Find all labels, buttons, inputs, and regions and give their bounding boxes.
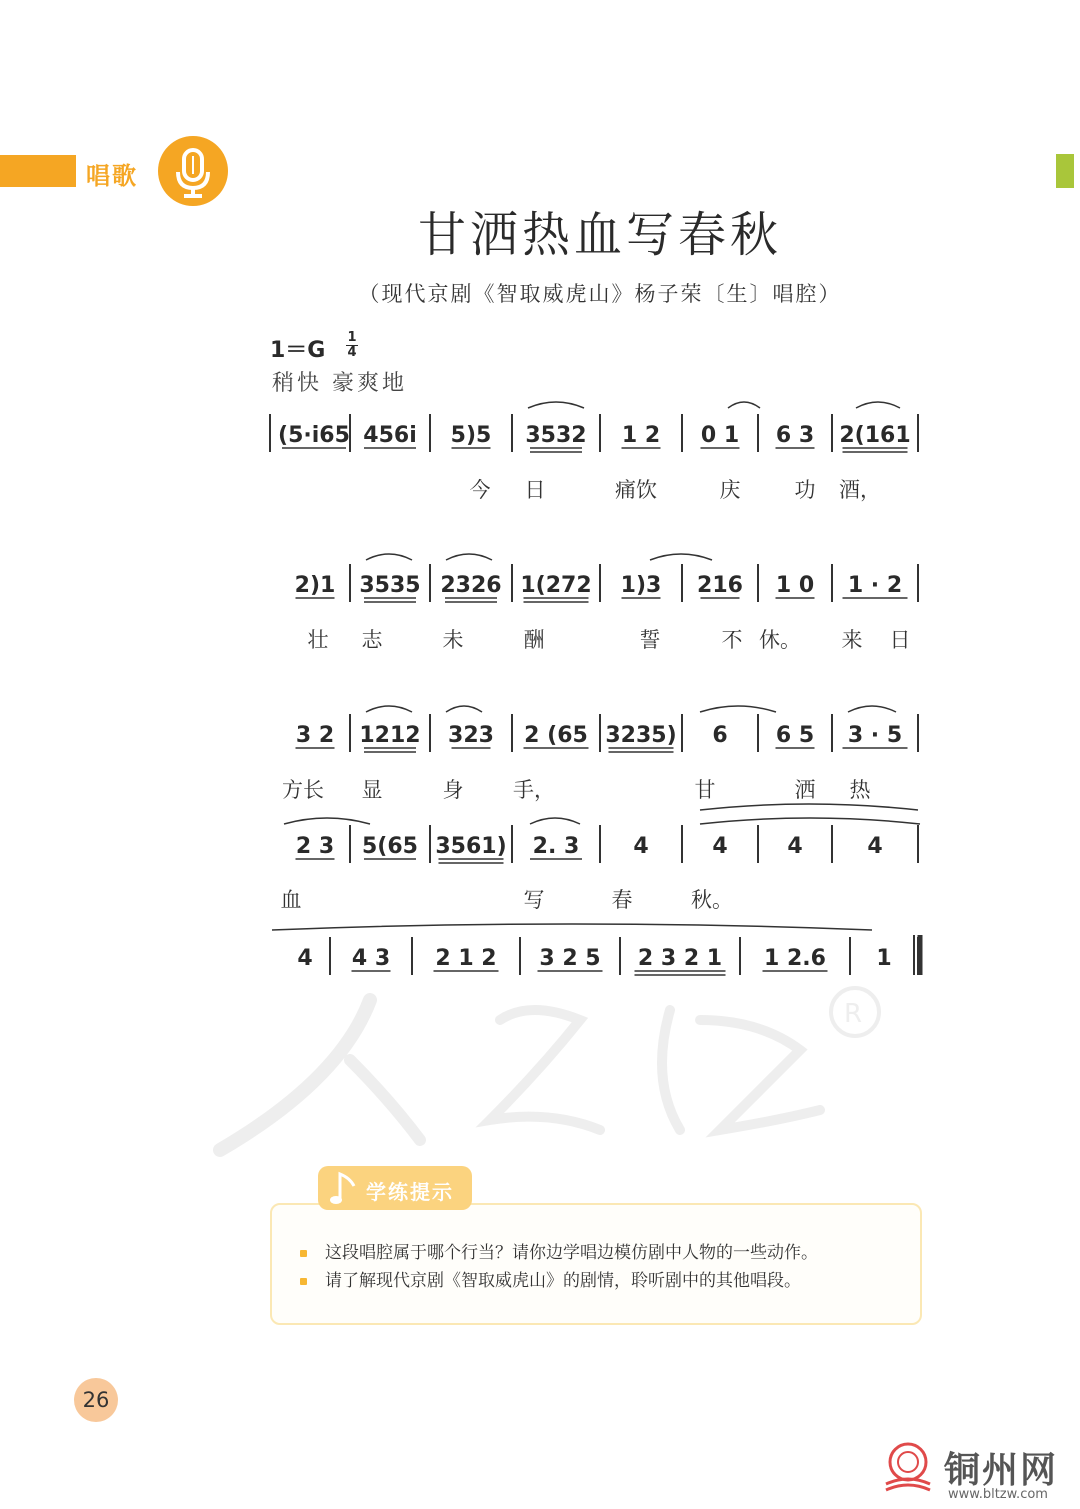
slur-curve xyxy=(530,818,580,824)
measure-notes: 2 3 2 1 xyxy=(637,946,723,971)
lyric-syllable: 未 xyxy=(442,628,464,652)
lyric-syllable: 甘 xyxy=(694,778,716,802)
measure-notes: 0 1 xyxy=(700,423,740,448)
measure-notes: 6 xyxy=(712,723,728,748)
lyric-syllable: 不 xyxy=(721,628,743,652)
site-logo-icon xyxy=(880,1440,936,1496)
slur-curve xyxy=(650,554,712,560)
song-subtitle: （现代京剧《智取威虎山》杨子荣〔生〕唱腔） xyxy=(358,282,842,306)
measure-notes: 5)5 xyxy=(450,423,492,448)
lyric-syllable: 日 xyxy=(524,478,546,502)
site-name: 铜州网 xyxy=(944,1449,1059,1491)
slur-curve xyxy=(366,706,412,712)
lyric-syllable: 洒 xyxy=(794,778,816,802)
section-label: 唱歌 xyxy=(86,162,138,190)
bullet-icon xyxy=(300,1278,307,1285)
tempo-marking: 稍快 豪爽地 xyxy=(272,371,407,396)
lyric-syllable: 壮 xyxy=(307,628,329,652)
measure-notes: 6 5 xyxy=(775,723,815,748)
slur-curve xyxy=(446,706,482,712)
measure-notes: 2. 3 xyxy=(532,834,580,859)
measure-notes: 6 3 xyxy=(775,423,815,448)
measure-notes: 1 0 xyxy=(775,573,815,598)
measure-notes: 1)3 xyxy=(620,573,662,598)
lyric-syllable: 来 xyxy=(841,628,863,652)
slur-curve xyxy=(848,706,896,712)
slur-curve xyxy=(366,554,412,560)
measure-notes: 1212 xyxy=(359,723,421,748)
measure-notes: 3 · 5 xyxy=(847,723,903,748)
site-url: www.bltzw.com xyxy=(948,1487,1048,1502)
measure-notes: 1 · 2 xyxy=(847,573,903,598)
tip-item-1: 这段唱腔属于哪个行当？请你边学唱边模仿剧中人物的一些动作。 xyxy=(300,1238,818,1263)
measure-notes: 4 xyxy=(787,834,803,859)
measure-notes: 4 xyxy=(633,834,649,859)
measure-notes: 2 1 2 xyxy=(435,946,497,971)
lyric-syllable: 方长 xyxy=(282,778,324,802)
lyric-syllable: 今 xyxy=(469,478,491,502)
tips-tag-label: 学练提示 xyxy=(366,1180,454,1204)
measure-notes: 3235) xyxy=(605,723,677,748)
bullet-icon xyxy=(300,1250,307,1257)
slur-curve xyxy=(728,402,760,408)
slur-curve xyxy=(700,706,776,712)
measure-notes: 4 3 xyxy=(351,946,391,971)
measure-notes: (5·i65 xyxy=(278,423,350,448)
slur-curve xyxy=(700,818,920,824)
tips-box xyxy=(270,1203,922,1325)
lyric-syllable: 日 xyxy=(889,628,911,652)
time-sig-bottom: 4 xyxy=(347,345,357,360)
time-sig-top: 1 xyxy=(347,330,357,345)
lyric-syllable: 庆 xyxy=(719,478,741,502)
measure-notes: 1 xyxy=(876,946,892,971)
measure-notes: 3 2 5 xyxy=(539,946,601,971)
measure-notes: 216 xyxy=(697,573,743,598)
lyric-syllable: 志 xyxy=(361,628,383,652)
slur-curve xyxy=(284,818,370,824)
lyric-syllable: 秋。 xyxy=(691,888,733,912)
measure-notes: 4 xyxy=(712,834,728,859)
slur-curve xyxy=(272,924,872,930)
slur-curve xyxy=(856,402,900,408)
lyric-syllable: 热 xyxy=(849,778,871,802)
page-number: 26 xyxy=(74,1378,118,1422)
measure-notes: 1 2.6 xyxy=(764,946,826,971)
measure-notes: 4 xyxy=(867,834,883,859)
measure-notes: 456i xyxy=(363,423,417,448)
measure-notes: 2326 xyxy=(440,573,502,598)
lyric-syllable: 休。 xyxy=(759,628,801,652)
svg-text:R: R xyxy=(844,999,863,1029)
lyric-syllable: 功 xyxy=(794,478,816,502)
lyric-syllable: 手， xyxy=(513,778,555,802)
key-signature: 1＝G xyxy=(270,338,326,363)
lyric-syllable: 痛饮 xyxy=(615,478,657,502)
measure-notes: 1 2 xyxy=(621,423,661,448)
slur-curve xyxy=(700,804,918,810)
lyric-syllable: 写 xyxy=(523,888,545,912)
measure-notes: 3532 xyxy=(525,423,587,448)
lyric-syllable: 显 xyxy=(361,778,383,802)
measure-notes: 3 2 xyxy=(295,723,335,748)
lyric-syllable: 酒， xyxy=(839,478,881,502)
lyric-syllable: 誓 xyxy=(639,628,661,652)
lyric-syllable: 春 xyxy=(611,888,633,912)
measure-notes: 2(161 xyxy=(839,423,911,448)
lyric-syllable: 酬 xyxy=(523,628,545,652)
measure-notes: 3561) xyxy=(435,834,507,859)
measure-notes: 4 xyxy=(297,946,313,971)
measure-notes: 3535 xyxy=(359,573,421,598)
measure-notes: 2 (65 xyxy=(524,723,588,748)
tip-item-2: 请了解现代京剧《智取威虎山》的剧情，聆听剧中的其他唱段。 xyxy=(300,1266,801,1291)
slur-curve xyxy=(446,554,492,560)
lyric-syllable: 身 xyxy=(442,778,464,802)
measure-notes: 5(65 xyxy=(362,834,418,859)
slur-curve xyxy=(528,402,584,408)
song-title: 甘洒热血写春秋 xyxy=(417,207,782,263)
measure-notes: 2 3 xyxy=(295,834,335,859)
lyric-syllable: 血 xyxy=(280,888,302,912)
measure-notes: 2)1 xyxy=(294,573,336,598)
measure-notes: 1(272 xyxy=(520,573,592,598)
watermark-logo xyxy=(200,960,900,1164)
measure-notes: 323 xyxy=(448,723,494,748)
music-note-icon xyxy=(318,1166,368,1210)
